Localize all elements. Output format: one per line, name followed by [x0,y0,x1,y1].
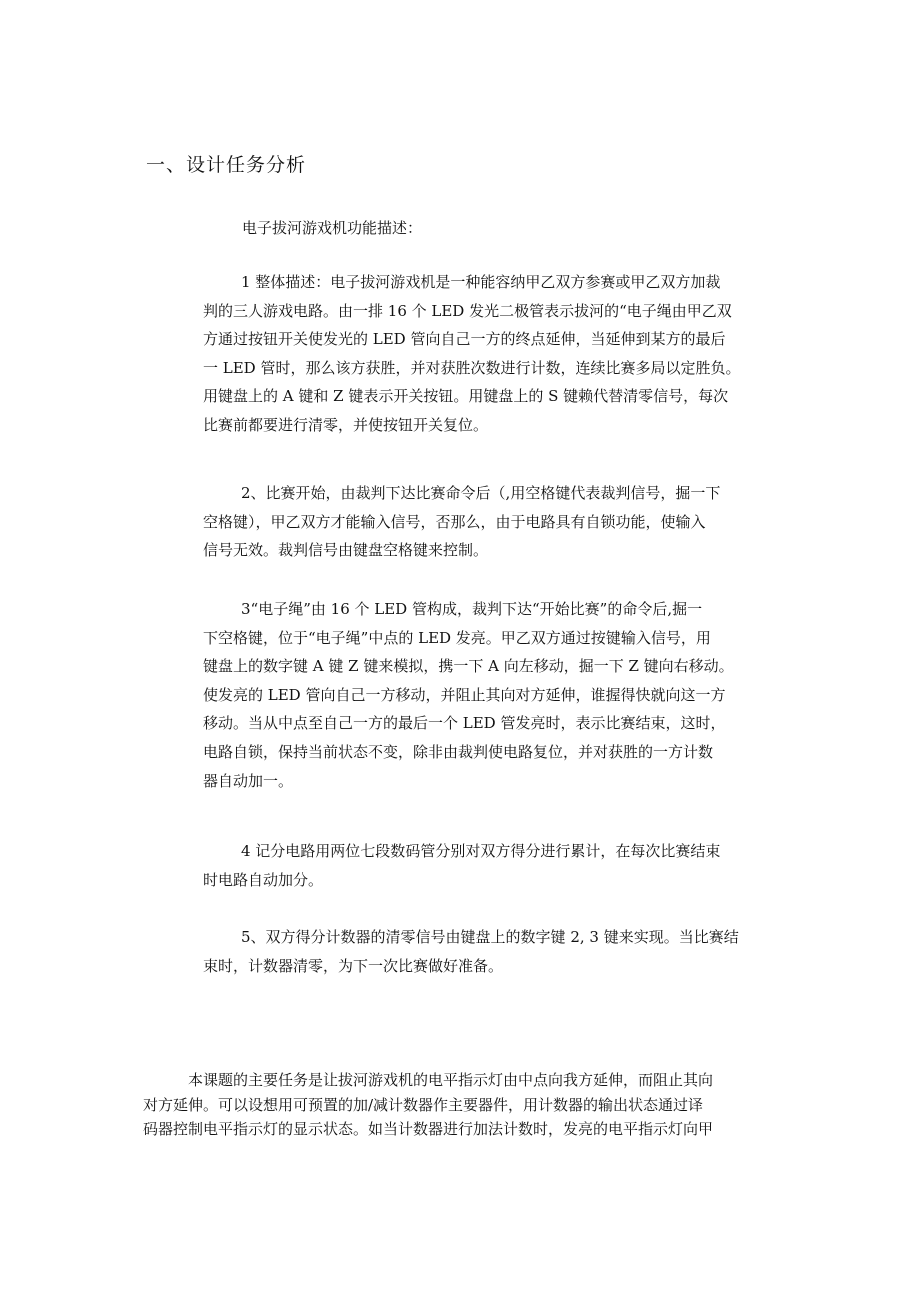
section-subheading: 电子拔河游戏机功能描述： [242,219,423,237]
paragraph-item-3 [203,595,778,795]
paragraph-line: 1 整体描述：电子拔河游戏机是一种能容纳甲乙双方参赛或甲乙双方加裁 [241,273,721,291]
paragraph-line: 电路自锁，保持当前状态不变，除非由裁判使电路复位，并对获胜的一方计数 [203,742,714,761]
paragraph-line: 信号无效。裁判信号由键盘空格键来控制。 [203,541,489,560]
paragraph-line: 方通过按钮开关使发光的 LED 管向自己一方的终点延伸，当延伸到某方的最后 [203,330,726,349]
paragraph-line: 比赛前都要进行清零，并使按钮开关复位。 [203,415,489,434]
paragraph-line: 时电路自动加分。 [203,870,324,889]
section-heading: 一、设计任务分析 [146,154,307,176]
paragraph-line: 5、双方得分计数器的清零信号由键盘上的数字键 2, 3 键来实现。当比赛结 [241,928,739,946]
paragraph-item-5 [203,923,778,980]
paragraph-line: 移动。当从中点至自己一方的最后一个 LED 管发亮时，表示比赛结束，这时， [203,714,726,733]
summary-paragraph [143,1068,783,1142]
summary-line: 对方延伸。可以设想用可预置的加/减计数器作主要器件，用计数器的输出状态通过译 [143,1095,704,1114]
paragraph-line: 4 记分电路用两位七段数码管分别对双方得分进行累计，在每次比赛结束 [241,842,721,860]
paragraph-line: 束时，计数器清零，为下一次比赛做好准备。 [203,956,504,975]
summary-line: 本课题的主要任务是让拔河游戏机的电平指示灯由中点向我方延伸，而阻止其向 [188,1071,714,1089]
paragraph-line: 空格键），甲乙双方才能输入信号，否那么，由于电路具有自锁功能，使输入 [203,512,706,531]
paragraph-line: 使发亮的 LED 管向自己一方移动，并阻止其向对方延伸，谁握得快就向这一方 [203,685,726,704]
paragraph-line: 用键盘上的 A 键和 Z 键表示开关按钮。用键盘上的 S 键赖代替清零信号，每次 [203,387,729,406]
paragraph-line: 3“电子绳”由 16 个 LED 管构成，裁判下达“开始比赛”的命令后,掘一 [241,600,703,618]
paragraph-line: 一 LED 管时，那么该方获胜，并对获胜次数进行计数，连续比赛多局以定胜负。 [203,358,741,377]
paragraph-line: 判的三人游戏电路。由一排 16 个 LED 发光二极管表示拔河的“电子绳由甲乙双 [203,301,732,320]
summary-line: 码器控制电平指示灯的显示状态。如当计数器进行加法计数时，发亮的电平指示灯向甲 [143,1120,714,1138]
paragraph-item-2 [203,479,778,565]
paragraph-line: 下空格键，位于“电子绳”中点的 LED 发亮。甲乙双方通过按键输入信号，用 [203,628,711,647]
paragraph-item-4 [203,837,778,894]
paragraph-line: 2、比赛开始，由裁判下达比赛命令后（,用空格键代表裁判信号，掘一下 [241,484,721,502]
paragraph-line: 器自动加一。 [203,771,294,790]
paragraph-line: 键盘上的数字键 A 键 Z 键来模拟，携一下 A 向左移动，掘一下 Z 键向右移动。 [203,657,734,676]
paragraph-item-1 [203,268,778,440]
